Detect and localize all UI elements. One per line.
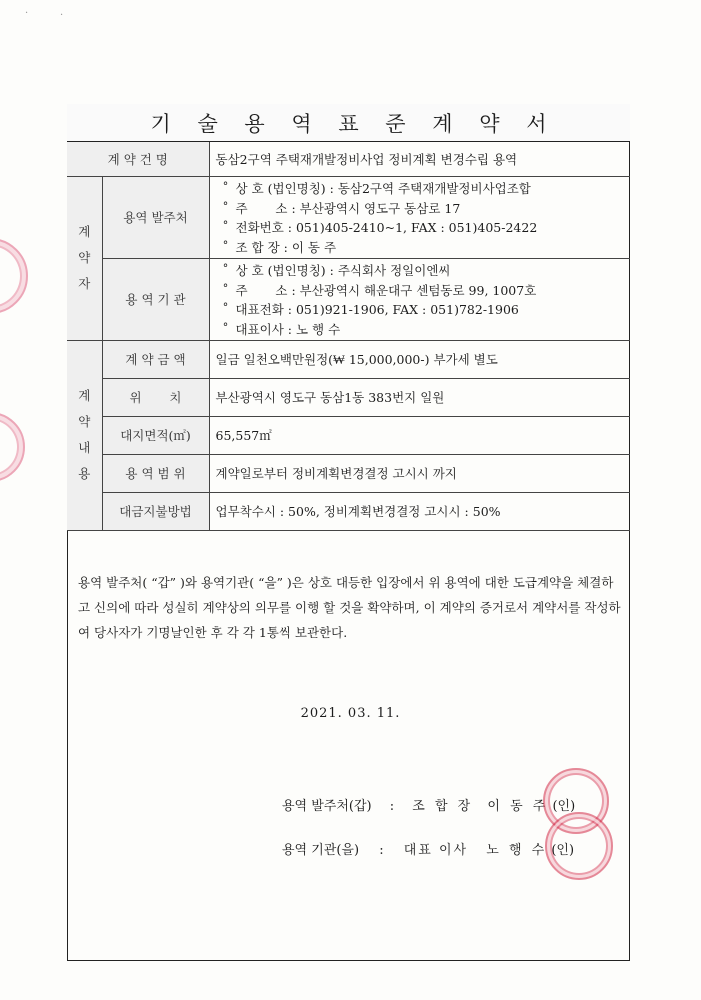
agreement-paragraph: 용역 발주처( “갑” )와 용역기관( “을” )은 상호 대등한 입장에서 위 용역에 대한 도급계약을 체결하고 신의에 따라 성실히 계약상의 의무를 이행 할 것을 확약하며, 이 계약의 증거로서 계약서를 작성하여 당사자가 기명날인한 후 각 각 1통씩 보관한다. [78, 575, 621, 640]
client-colon: : [389, 799, 395, 814]
contents-section-label: 계 약 내 용 [67, 340, 102, 530]
contents-row-label: 위 치 [102, 378, 209, 416]
location-row [67, 378, 630, 416]
contract-name-label: 계 약 건 명 [67, 142, 209, 176]
client-signature-line [282, 795, 575, 814]
contents-row-label: 대지면적(㎡) [102, 416, 209, 454]
contractor-info: ° 상 호 (법인명칭) : 주식회사 정일이엔씨 ° 주 소 : 부산광역시 해운대구 센텀동로 99, 1007호 ° 대표전화 : 051)921-1906, FAX : 051)782-1906 ° 대표이사 : 노 행 수 [209, 258, 630, 340]
scan-mark: · [25, 8, 29, 19]
contractor-name: 노 행 수 [486, 843, 548, 858]
contents-row-value: 계약일로부터 정비계획변경결정 고시시 까지 [209, 454, 630, 492]
contractor-seal-stamp [545, 812, 613, 880]
contents-row-label: 대금지불방법 [102, 492, 209, 530]
contents-row-value: 업무착수시 : 50%, 정비계획변경결정 고시시 : 50% [209, 492, 630, 530]
contractor-signature-line [282, 839, 574, 858]
client-seal-mark: (인) [552, 799, 576, 814]
site-area-row [67, 416, 630, 454]
contents-row-value: 65,557㎡ [209, 416, 630, 454]
client-name: 이 동 주 [487, 799, 549, 814]
scope-row [67, 454, 630, 492]
contract-name-row [67, 142, 630, 176]
contractor-role: 용역 기관(을) [282, 843, 360, 858]
document-title: 기 술 용 역 표 준 계 약 서 [67, 104, 630, 142]
edge-seal-bottom [0, 412, 25, 482]
contractor-label: 용 역 기 관 [102, 258, 209, 340]
client-row [67, 176, 630, 258]
client-title: 조 합 장 [412, 799, 474, 814]
scan-mark: · [60, 10, 64, 21]
contractor-row [67, 258, 630, 340]
payment-row [67, 492, 630, 530]
contents-row-label: 계 약 금 액 [102, 340, 209, 378]
edge-seal-top [0, 238, 28, 314]
contents-row-label: 용 역 범 위 [102, 454, 209, 492]
contract-date: 2021. 03. 11. [300, 706, 401, 721]
contractor-colon: : [379, 843, 384, 858]
contract-amount-row [67, 340, 630, 378]
contract-table [67, 142, 630, 531]
contents-row-value: 일금 일천오백만원정(₩ 15,000,000-) 부가세 별도 [209, 340, 630, 378]
contents-row-value: 부산광역시 영도구 동삼1동 383번지 일원 [209, 378, 630, 416]
client-label: 용역 발주처 [102, 176, 209, 258]
client-role: 용역 발주처(갑) [282, 799, 372, 814]
contractor-seal-mark: (인) [551, 843, 575, 858]
client-info: ° 상 호 (법인명칭) : 동삼2구역 주택재개발정비사업조합 ° 주 소 : 부산광역시 영도구 동삼로 17 ° 전화번호 : 051)405-2410~1, FAX : 051)405-2422 ° 조 합 장 : 이 동 주 [209, 176, 630, 258]
contractor-title: 대표 이사 [403, 843, 469, 858]
contract-name-value: 동삼2구역 주택재개발정비사업 정비계획 변경수립 용역 [209, 142, 630, 176]
parties-section-label: 계 약 자 [67, 176, 102, 340]
